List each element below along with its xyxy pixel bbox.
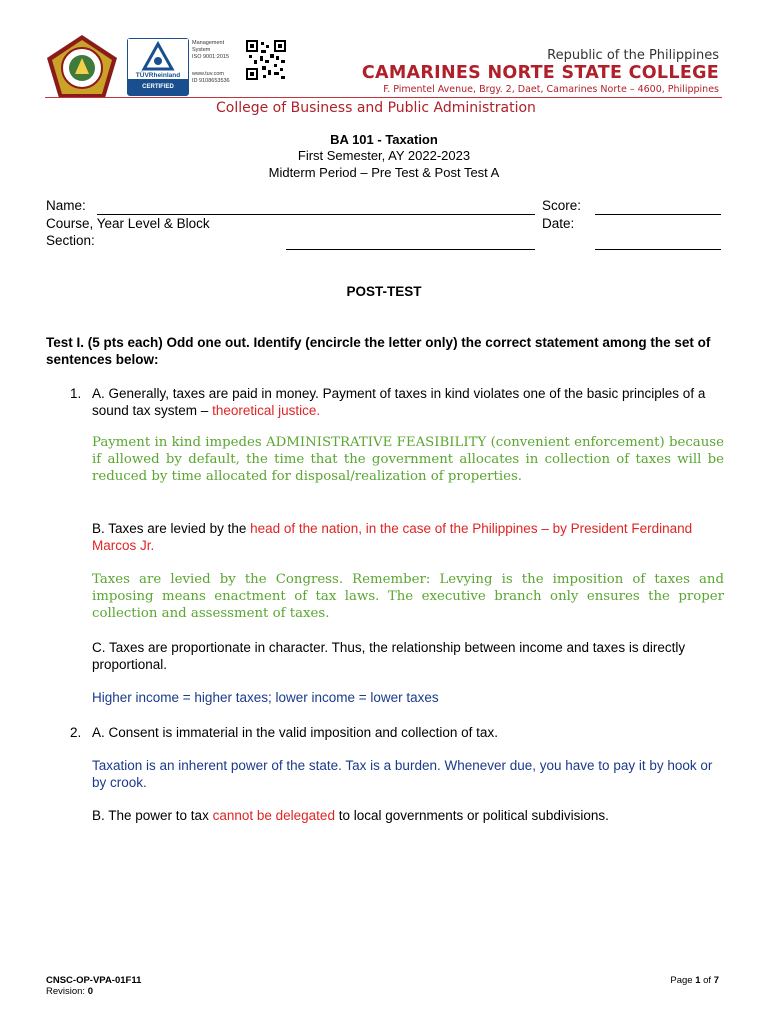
q2-option-a: A. Consent is immaterial in the valid imposition and collection of tax. [92, 725, 498, 740]
qr-code [246, 40, 286, 80]
q1-option-b-highlight: head of the nation, in the case of the Philippines – by President Ferdinand Marcos Jr. [92, 521, 693, 553]
q1-option-a-note: Payment in kind impedes ADMINISTRATIVE FEASIBILITY (convenient enforcement) because if allowed by default, the time that the government allocates in collection of taxes will be reduced by time allocated for disposal/realization of properties. [92, 435, 724, 484]
date-line[interactable] [595, 249, 721, 250]
certification-details: Management System ISO 9001:2015 www.tuv.com ID 9108653536 [192, 40, 230, 84]
score-line[interactable] [595, 214, 721, 215]
department-name: College of Business and Public Administration [216, 100, 536, 116]
q2-option-a-note: Taxation is an inherent power of the state. Tax is a burden. Whenever due, you have to pay it by hook or by crook. [92, 758, 713, 790]
course-year-block-label: Course, Year Level & Block [46, 216, 210, 231]
semester-line: First Semester, AY 2022-2023 [297, 148, 471, 163]
period-line: Midterm Period – Pre Test & Post Test A [268, 165, 500, 180]
form-code: CNSC-OP-VPA-01F11 [46, 975, 142, 986]
q1-option-b-note: Taxes are levied by the Congress. Remember: Levying is the imposition of taxes and imposing means enactment of tax laws. The executive branch only ensures the proper collection and assessment of taxes. [92, 572, 724, 621]
post-test-heading: POST-TEST [346, 284, 422, 299]
course-title: BA 101 - Taxation [330, 132, 438, 147]
name-label: Name: [46, 198, 86, 213]
q1-option-c: C. Taxes are proportionate in character. Thus, the relationship between income and taxes is directly proportional. [92, 640, 686, 672]
test1-instruction: Test I. (5 pts each) Odd one out. Identify (encircle the letter only) the correct statement among the set of sentences below: [46, 335, 711, 367]
course-line[interactable] [286, 249, 535, 250]
tuv-certification-badge [127, 38, 189, 96]
q1-number: 1. [70, 386, 82, 401]
date-label: Date: [542, 216, 575, 231]
q1-option-a: A. Generally, taxes are paid in money. Payment of taxes in kind violates one of the basic principles of a sound tax system – theoretical justice. [92, 386, 706, 418]
section-label: Section: [46, 233, 95, 248]
tuv-badge-name: TÜVRheinland [135, 72, 181, 79]
q1-option-b: B. Taxes are levied by the head of the nation, in the case of the Philippines – by President Ferdinand Marcos Jr. [92, 521, 693, 553]
tuv-certified-label: CERTIFIED [128, 79, 188, 95]
revision-line: Revision: 0 [46, 986, 94, 997]
name-line[interactable] [97, 214, 535, 215]
score-label: Score: [542, 198, 582, 213]
college-name: CAMARINES NORTE STATE COLLEGE [361, 63, 719, 83]
q1-option-c-note: Higher income = higher taxes; lower income = lower taxes [92, 690, 439, 705]
q2-option-b: B. The power to tax cannot be delegated to local governments or political subdivisions. [92, 808, 609, 823]
header-divider [45, 97, 722, 98]
q2-number: 2. [70, 725, 82, 740]
college-seal-logo [45, 34, 119, 100]
college-address: F. Pimentel Avenue, Brgy. 2, Daet, Camarines Norte – 4600, Philippines [383, 84, 719, 95]
q1-option-a-highlight: theoretical justice. [212, 403, 321, 418]
tuv-triangle-icon [128, 39, 188, 79]
q2-option-b-highlight: cannot be delegated [212, 808, 335, 823]
page-number: Page 1 of 7 [670, 975, 719, 986]
republic-label: Republic of the Philippines [547, 48, 719, 63]
